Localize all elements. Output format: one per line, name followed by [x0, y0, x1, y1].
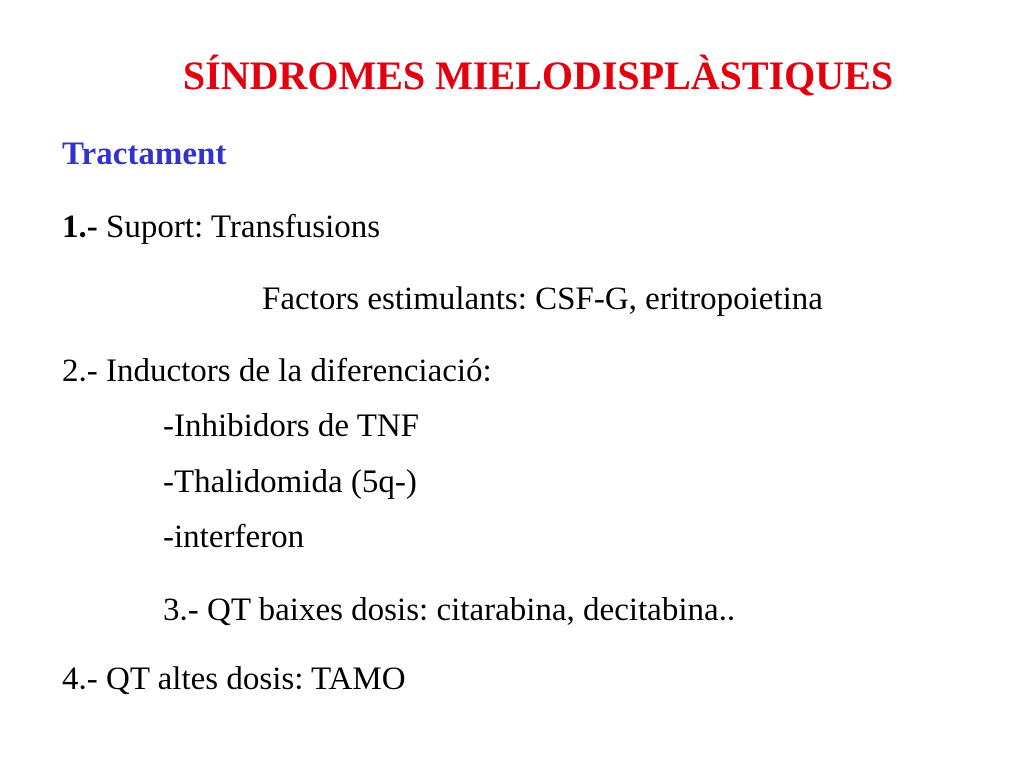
- list-subitem-interferon: -interferon: [163, 519, 305, 555]
- list-item-support: [62, 207, 380, 247]
- list-item-differentiation-inducers: 2.- Inductors de la diferenciació:: [62, 353, 492, 389]
- list-item-text: Suport: Transfusions: [97, 209, 381, 245]
- list-item-number: 1.-: [62, 209, 98, 245]
- slide-title: SÍNDROMES MIELODISPLÀSTIQUES: [182, 53, 894, 98]
- list-item-high-dose-chemo: 4.- QT altes dosis: TAMO: [62, 661, 406, 697]
- list-item-growth-factors: Factors estimulants: CSF-G, eritropoietina: [262, 281, 823, 317]
- slide-subtitle: Tractament: [62, 136, 227, 172]
- list-item-low-dose-chemo: 3.- QT baixes dosis: citarabina, decitabina..: [163, 592, 736, 628]
- list-subitem-tnf-inhibitors: -Inhibidors de TNF: [163, 408, 420, 444]
- list-subitem-thalidomide: -Thalidomida (5q-): [163, 464, 417, 500]
